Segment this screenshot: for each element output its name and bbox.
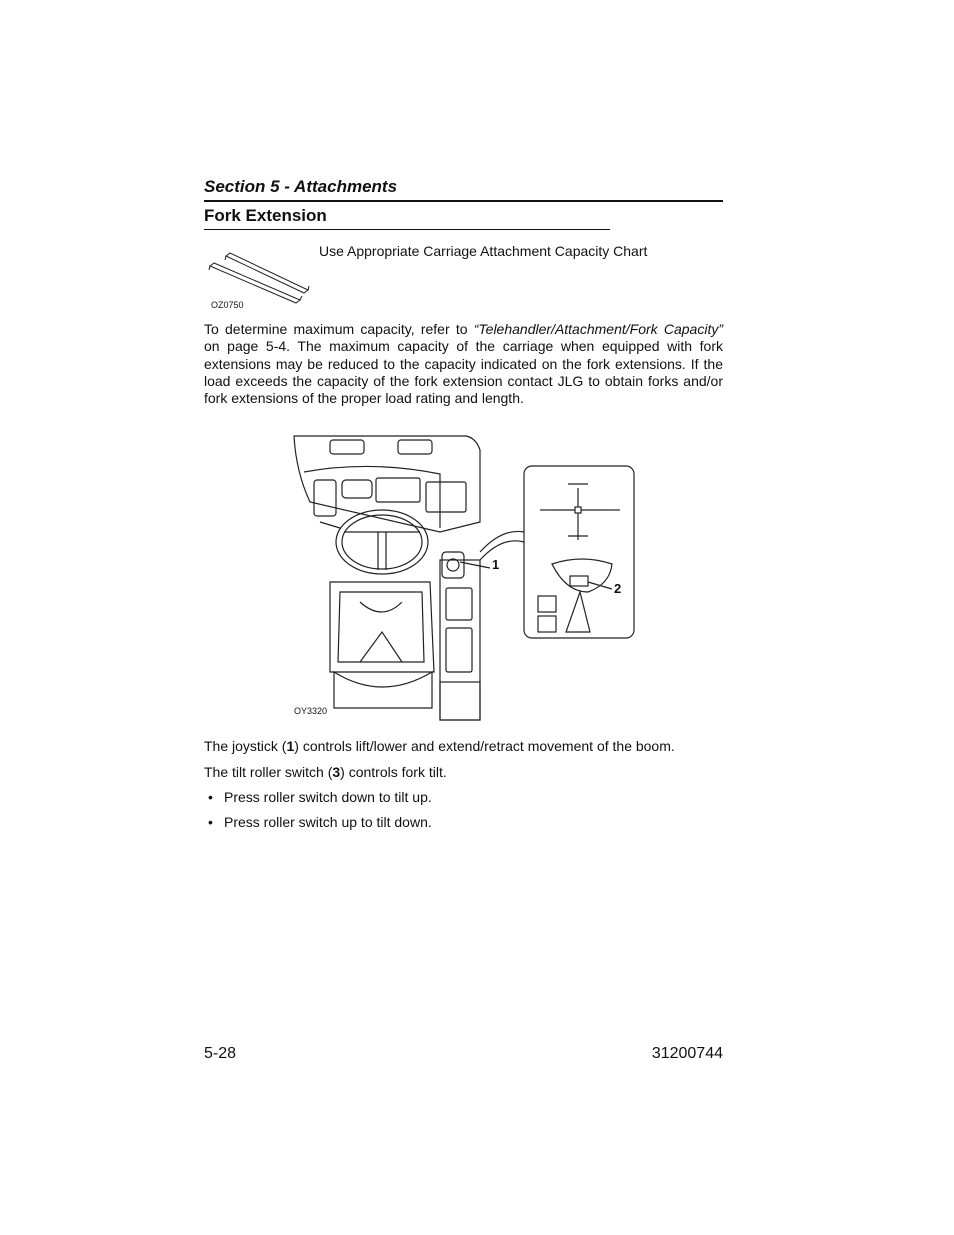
page-number: 5-28 bbox=[204, 1045, 237, 1062]
capacity-reference-link[interactable]: “Telehandler/Attachment/Fork Capacity” bbox=[473, 321, 723, 337]
joystick-description: The joystick (1) controls lift/lower and extend/retract movement of the boom. bbox=[204, 738, 675, 754]
cab-figure-code: OY3320 bbox=[294, 706, 328, 716]
bullet-tilt-down: • Press roller switch up to tilt down. bbox=[208, 814, 432, 830]
intro-text-before: To determine maximum capacity, refer to bbox=[204, 321, 474, 337]
capacity-chart-note: Use Appropriate Carriage Attachment Capacity Chart bbox=[319, 243, 648, 259]
bullet-marker: • bbox=[208, 814, 213, 830]
tilt-switch-callout-label: 2 bbox=[614, 581, 622, 596]
section-title: Section 5 - Attachments bbox=[204, 177, 398, 196]
intro-paragraph bbox=[204, 321, 723, 407]
joystick-callout-label: 1 bbox=[492, 557, 500, 572]
tilt-description: The tilt roller switch (3) controls fork tilt. bbox=[204, 764, 447, 780]
subsection-title: Fork Extension bbox=[204, 206, 327, 225]
tilt-callout-ref: 3 bbox=[332, 764, 341, 780]
subsection-rule bbox=[204, 229, 610, 230]
cab-controls-illustration bbox=[290, 432, 636, 722]
joystick-callout-ref: 1 bbox=[286, 738, 295, 754]
document-number: 31200744 bbox=[651, 1045, 723, 1062]
fork-extension-illustration bbox=[204, 248, 314, 306]
fork-figure-code: OZ0750 bbox=[211, 300, 244, 310]
bullet-tilt-up: • Press roller switch down to tilt up. bbox=[208, 789, 432, 805]
bullet-marker: • bbox=[208, 789, 213, 805]
intro-text-after: on page 5-4. The maximum capacity of the carriage when equipped with fork extensions may be reduced to the capacity indicated on the fork extensions. If the load exceeds the capacity of the fork extension contact JLG to obtain forks and/or fork extensions of the proper load rating and length. bbox=[204, 338, 723, 407]
section-rule bbox=[204, 200, 723, 202]
